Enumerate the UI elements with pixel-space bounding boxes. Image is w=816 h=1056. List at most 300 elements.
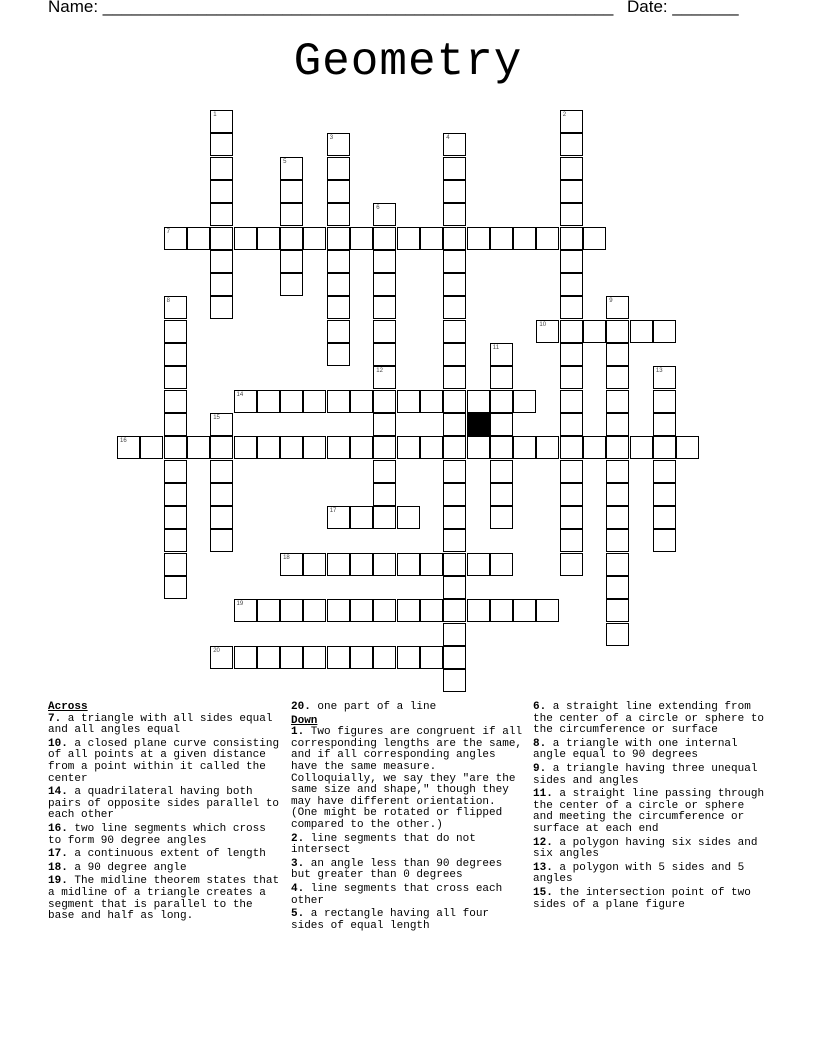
crossword-cell[interactable] — [373, 390, 396, 413]
crossword-cell[interactable] — [560, 296, 583, 319]
crossword-cell[interactable] — [560, 483, 583, 506]
crossword-cell[interactable] — [490, 343, 513, 366]
crossword-cell[interactable] — [560, 553, 583, 576]
clue-item-text: an angle less than 90 degrees but greater than 0 degrees — [291, 857, 503, 882]
crossword-cell[interactable] — [117, 436, 140, 459]
crossword-cell[interactable] — [234, 436, 257, 459]
crossword-cell[interactable] — [443, 413, 466, 436]
crossword-cell[interactable] — [560, 506, 583, 529]
crossword-cell[interactable] — [303, 390, 326, 413]
crossword-cell[interactable] — [280, 227, 303, 250]
crossword-cell[interactable] — [303, 436, 326, 459]
crossword-cell[interactable] — [560, 157, 583, 180]
crossword-cell[interactable] — [606, 506, 629, 529]
crossword-cell[interactable] — [397, 227, 420, 250]
clue-item-number: 16. — [48, 822, 68, 835]
clue-number: 16 — [120, 438, 127, 445]
clue-item-number: 6. — [533, 701, 547, 713]
crossword-cell[interactable] — [443, 227, 466, 250]
across-clue-list — [48, 714, 280, 923]
clue-number: 8 — [166, 298, 170, 305]
crossword-cell[interactable] — [653, 390, 676, 413]
crossword-cell[interactable] — [327, 646, 350, 669]
crossword-cell[interactable] — [210, 157, 233, 180]
crossword-cell[interactable] — [210, 483, 233, 506]
crossword-cell[interactable] — [420, 390, 443, 413]
crossword-cell[interactable] — [653, 506, 676, 529]
crossword-cell[interactable] — [164, 436, 187, 459]
clue-item-text: a polygon having six sides and six angles — [533, 836, 758, 861]
clue-item-number: 11. — [533, 788, 553, 801]
crossword-cell[interactable] — [560, 343, 583, 366]
crossword-cell[interactable] — [397, 390, 420, 413]
across-clue-list-continued — [291, 702, 523, 714]
clue-number: 1 — [213, 112, 217, 118]
black-square — [467, 413, 490, 436]
crossword-cell[interactable] — [303, 599, 326, 622]
clue-item-text: a straight line extending from the center of a circle or sphere to the circumference or surface — [533, 701, 765, 737]
crossword-cell[interactable] — [210, 180, 233, 203]
crossword-cell[interactable] — [373, 506, 396, 529]
crossword-cell[interactable] — [280, 599, 303, 622]
crossword-cell[interactable] — [653, 460, 676, 483]
crossword-cell[interactable] — [397, 599, 420, 622]
crossword-cell[interactable] — [560, 273, 583, 296]
clue-item — [48, 714, 280, 737]
crossword-cell[interactable] — [653, 529, 676, 552]
crossword-cell[interactable] — [350, 227, 373, 250]
crossword-cell[interactable] — [164, 553, 187, 576]
clues-column-2 — [291, 702, 523, 934]
down-clue-list — [291, 727, 523, 932]
crossword-cell[interactable] — [210, 506, 233, 529]
crossword-cell[interactable] — [653, 483, 676, 506]
crossword-cell[interactable] — [280, 203, 303, 226]
crossword-cell[interactable] — [373, 203, 396, 226]
clue-item-number: 8. — [533, 737, 547, 750]
crossword-cell[interactable] — [606, 413, 629, 436]
clue-number: 11 — [492, 345, 500, 351]
crossword-cell[interactable] — [164, 483, 187, 506]
crossword-cell[interactable] — [420, 646, 443, 669]
crossword-cell[interactable] — [140, 436, 163, 459]
crossword-cell[interactable] — [397, 436, 420, 459]
crossword-cell[interactable] — [327, 599, 350, 622]
clue-item-text: the intersection point of two sides of a plane figure — [533, 886, 751, 911]
crossword-cell[interactable] — [443, 623, 466, 646]
crossword-cell[interactable] — [164, 576, 187, 599]
crossword-cell[interactable] — [373, 366, 396, 389]
crossword-cell[interactable] — [490, 553, 513, 576]
crossword-cell[interactable] — [280, 180, 303, 203]
clue-item-text: a triangle with one internal angle equal to 90 degrees — [533, 737, 738, 762]
clue-item-text: line segments that do not intersect — [291, 832, 476, 857]
clues-column-1 — [48, 702, 280, 925]
crossword-cell[interactable] — [280, 553, 303, 576]
crossword-cell[interactable] — [606, 553, 629, 576]
crossword-cell[interactable] — [490, 436, 513, 459]
crossword-cell[interactable] — [513, 227, 536, 250]
crossword-cell[interactable] — [560, 110, 583, 133]
down-clue-list-continued — [533, 702, 765, 911]
crossword-cell[interactable] — [420, 227, 443, 250]
crossword-cell[interactable] — [327, 250, 350, 273]
clue-item-number: 5. — [291, 908, 305, 921]
clue-item — [291, 727, 523, 831]
crossword-cell[interactable] — [280, 390, 303, 413]
crossword-cell[interactable] — [560, 320, 583, 343]
crossword-cell[interactable] — [280, 273, 303, 296]
clue-item-text: a rectangle having all four sides of equal length — [291, 908, 490, 932]
crossword-cell[interactable] — [327, 553, 350, 576]
crossword-cell[interactable] — [373, 227, 396, 250]
clue-item-text: a straight line passing through the center of a circle or sphere and meeting the circumference or surface at each end — [533, 788, 765, 835]
clue-item-number: 14. — [48, 786, 68, 799]
crossword-cell[interactable] — [164, 227, 187, 250]
crossword-cell[interactable] — [210, 133, 233, 156]
crossword-cell[interactable] — [187, 227, 210, 250]
clue-number: 3 — [329, 135, 334, 142]
clues-column-3 — [533, 702, 765, 913]
crossword-cell[interactable] — [560, 529, 583, 552]
crossword-cell[interactable] — [443, 296, 466, 319]
clue-item — [291, 884, 523, 907]
crossword-cell[interactable] — [443, 180, 466, 203]
clue-item-text: one part of a line — [310, 701, 437, 713]
crossword-cell[interactable] — [467, 436, 490, 459]
crossword-cell[interactable] — [234, 646, 257, 669]
crossword-cell[interactable] — [373, 413, 396, 436]
crossword-cell[interactable] — [164, 296, 187, 319]
crossword-cell[interactable] — [210, 646, 233, 669]
clue-item — [533, 863, 765, 886]
crossword-cell[interactable] — [560, 203, 583, 226]
crossword-cell[interactable] — [303, 227, 326, 250]
crossword-cell[interactable] — [210, 227, 233, 250]
crossword-cell[interactable] — [606, 343, 629, 366]
crossword-cell[interactable] — [560, 413, 583, 436]
crossword-cell[interactable] — [327, 227, 350, 250]
clue-item — [48, 863, 280, 875]
clue-item — [48, 787, 280, 822]
clue-item — [533, 789, 765, 835]
crossword-cell[interactable] — [164, 413, 187, 436]
crossword-cell[interactable] — [210, 250, 233, 273]
crossword-cell[interactable] — [560, 460, 583, 483]
crossword-cell[interactable] — [513, 599, 536, 622]
crossword-cell[interactable] — [467, 227, 490, 250]
crossword-cell[interactable] — [327, 296, 350, 319]
crossword-cell[interactable] — [373, 436, 396, 459]
crossword-cell[interactable] — [210, 110, 233, 133]
crossword-cell[interactable] — [443, 460, 466, 483]
crossword-cell[interactable] — [350, 553, 373, 576]
clue-item — [291, 909, 523, 932]
clue-item-text: line segments that cross each other — [291, 882, 503, 907]
crossword-cell[interactable] — [443, 343, 466, 366]
crossword-cell[interactable] — [187, 436, 210, 459]
crossword-cell[interactable] — [443, 133, 466, 156]
crossword-cell[interactable] — [443, 390, 466, 413]
clue-number: 5 — [283, 158, 287, 165]
clue-item-number: 1. — [291, 726, 305, 739]
crossword-cell[interactable] — [606, 390, 629, 413]
crossword-cell[interactable] — [280, 436, 303, 459]
clue-item-text: a triangle having three unequal sides and angles — [533, 762, 758, 787]
clue-item-number: 2. — [291, 832, 305, 845]
crossword-cell[interactable] — [350, 646, 373, 669]
clue-item-text: a quadrilateral having both pairs of opposite sides parallel to each other — [48, 786, 280, 822]
crossword-cell[interactable] — [630, 320, 653, 343]
clue-item-text: a polygon with 5 sides and 5 angles — [533, 861, 745, 886]
crossword-cell[interactable] — [490, 599, 513, 622]
crossword-cell[interactable] — [164, 506, 187, 529]
clue-item-text: The midline theorem states that a midline of a triangle creates a segment that is parallel to the base and half as long. — [48, 875, 280, 923]
crossword-cell[interactable] — [257, 436, 280, 459]
crossword-cell[interactable] — [397, 646, 420, 669]
crossword-cell[interactable] — [467, 599, 490, 622]
crossword-cell[interactable] — [303, 553, 326, 576]
crossword-cell[interactable] — [210, 529, 233, 552]
crossword-cell[interactable] — [490, 506, 513, 529]
crossword-cell[interactable] — [560, 227, 583, 250]
crossword-cell[interactable] — [303, 646, 326, 669]
clue-number: 19 — [236, 601, 244, 608]
crossword-cell[interactable] — [327, 436, 350, 459]
clue-number: 9 — [609, 298, 613, 305]
crossword-cell[interactable] — [257, 599, 280, 622]
crossword-cell[interactable] — [443, 250, 466, 273]
crossword-cell[interactable] — [420, 599, 443, 622]
clue-number: 20 — [213, 647, 220, 654]
clue-item-text: a closed plane curve consisting of all points at a given distance from a point within it called the center — [48, 737, 280, 785]
crossword-cell[interactable] — [210, 273, 233, 296]
clue-item-number: 15. — [533, 886, 553, 899]
clue-item-number: 13. — [533, 861, 553, 874]
clue-item-number: 20. — [291, 701, 311, 713]
crossword-cell[interactable] — [373, 599, 396, 622]
crossword-cell[interactable] — [210, 413, 233, 436]
crossword-cell[interactable] — [443, 506, 466, 529]
crossword-cell[interactable] — [210, 460, 233, 483]
crossword-cell[interactable] — [630, 436, 653, 459]
crossword-cell[interactable] — [327, 320, 350, 343]
clue-number: 12 — [376, 368, 383, 375]
crossword-cell[interactable] — [420, 553, 443, 576]
crossword-cell[interactable] — [210, 436, 233, 459]
crossword-cell[interactable] — [210, 203, 233, 226]
crossword-cell[interactable] — [327, 180, 350, 203]
crossword-cell[interactable] — [583, 320, 606, 343]
crossword-cell[interactable] — [373, 250, 396, 273]
clue-number: 6 — [376, 205, 380, 212]
clue-item-text: a 90 degree angle — [67, 861, 187, 874]
clue-item-text: two line segments which cross to form 90 degree angles — [48, 822, 266, 847]
crossword-cell[interactable] — [583, 436, 606, 459]
crossword-cell[interactable] — [280, 646, 303, 669]
crossword-cell[interactable] — [397, 506, 420, 529]
crossword-cell[interactable] — [653, 320, 676, 343]
clue-item — [48, 739, 280, 785]
crossword-cell[interactable] — [560, 180, 583, 203]
crossword-cell[interactable] — [373, 273, 396, 296]
clue-item — [533, 888, 765, 911]
crossword-cell[interactable] — [443, 553, 466, 576]
crossword-cell[interactable] — [560, 390, 583, 413]
clue-item — [291, 859, 523, 882]
crossword-cell[interactable] — [373, 320, 396, 343]
crossword-cell[interactable] — [257, 227, 280, 250]
crossword-cell[interactable] — [257, 390, 280, 413]
crossword-cell[interactable] — [606, 320, 629, 343]
clue-item-number: 4. — [291, 882, 305, 895]
crossword-cell[interactable] — [536, 227, 559, 250]
crossword-cell[interactable] — [443, 646, 466, 669]
clue-item — [533, 702, 765, 737]
crossword-cell[interactable] — [327, 133, 350, 156]
crossword-cell[interactable] — [373, 296, 396, 319]
crossword-cell[interactable] — [443, 366, 466, 389]
clue-item-text: Two figures are congruent if all corresponding lengths are the same, and if all corresponding angles have the same measure. Colloquially, we say they "are the same size and shape," though they may have different orientation. (One might be rotated or flipped compared to the other.) — [291, 726, 523, 831]
crossword-cell[interactable] — [164, 460, 187, 483]
crossword-cell[interactable] — [373, 646, 396, 669]
crossword-cell[interactable] — [280, 250, 303, 273]
crossword-cell[interactable] — [490, 483, 513, 506]
crossword-cell[interactable] — [443, 529, 466, 552]
crossword-cell[interactable] — [327, 390, 350, 413]
crossword-cell[interactable] — [234, 390, 257, 413]
clue-number: 7 — [166, 228, 170, 235]
crossword-cell[interactable] — [443, 483, 466, 506]
clue-number: 18 — [283, 554, 290, 561]
crossword-cell[interactable] — [560, 436, 583, 459]
clue-number: 13 — [655, 368, 663, 375]
crossword-cell[interactable] — [606, 623, 629, 646]
crossword-cell[interactable] — [327, 343, 350, 366]
crossword-cell[interactable] — [164, 390, 187, 413]
crossword-cell[interactable] — [397, 553, 420, 576]
crossword-cell[interactable] — [164, 320, 187, 343]
crossword-cell[interactable] — [327, 273, 350, 296]
crossword-cell[interactable] — [560, 133, 583, 156]
clue-item — [48, 849, 280, 861]
crossword-cell[interactable] — [676, 436, 699, 459]
clue-number: 17 — [329, 508, 337, 515]
crossword-cell[interactable] — [606, 599, 629, 622]
crossword-cell[interactable] — [606, 436, 629, 459]
clue-number: 14 — [236, 391, 244, 398]
crossword-cell[interactable] — [490, 460, 513, 483]
crossword-cell[interactable] — [350, 390, 373, 413]
crossword-cell[interactable] — [443, 669, 466, 692]
crossword-cell[interactable] — [443, 203, 466, 226]
clue-number: 15 — [213, 414, 220, 421]
crossword-cell[interactable] — [373, 343, 396, 366]
clue-item — [533, 838, 765, 861]
clue-item-number: 19. — [48, 875, 68, 888]
crossword-cell[interactable] — [443, 157, 466, 180]
crossword-cell[interactable] — [350, 436, 373, 459]
crossword-cell[interactable] — [606, 460, 629, 483]
crossword-cell[interactable] — [257, 646, 280, 669]
crossword-cell[interactable] — [327, 157, 350, 180]
name-field-label: Name: ______________________________________________________ — [48, 0, 614, 16]
crossword-cell[interactable] — [467, 390, 490, 413]
crossword-cell[interactable] — [467, 553, 490, 576]
clue-item-text: a triangle with all sides equal and all angles equal — [48, 712, 273, 737]
crossword-cell[interactable] — [583, 227, 606, 250]
clue-item-number: 7. — [48, 712, 62, 725]
crossword-cell[interactable] — [420, 436, 443, 459]
crossword-cell[interactable] — [560, 366, 583, 389]
crossword-cell[interactable] — [606, 576, 629, 599]
crossword-cell[interactable] — [373, 553, 396, 576]
crossword-cell[interactable] — [443, 273, 466, 296]
crossword-cell[interactable] — [443, 599, 466, 622]
clue-number: 2 — [562, 112, 567, 118]
crossword-cell[interactable] — [164, 343, 187, 366]
crossword-cell[interactable] — [373, 460, 396, 483]
crossword-cell[interactable] — [350, 599, 373, 622]
crossword-cell[interactable] — [536, 599, 559, 622]
down-heading: Down — [291, 714, 318, 727]
crossword-cell[interactable] — [653, 366, 676, 389]
clue-item-number: 17. — [48, 848, 68, 861]
crossword-cell[interactable] — [234, 227, 257, 250]
crossword-cell[interactable] — [513, 436, 536, 459]
crossword-cell[interactable] — [513, 390, 536, 413]
crossword-cell[interactable] — [490, 227, 513, 250]
crossword-cell[interactable] — [653, 413, 676, 436]
crossword-cell[interactable] — [350, 506, 373, 529]
crossword-cell[interactable] — [536, 436, 559, 459]
crossword-cell[interactable] — [606, 366, 629, 389]
clue-number: 10 — [539, 321, 547, 328]
crossword-cell[interactable] — [327, 506, 350, 529]
crossword-cell[interactable] — [327, 203, 350, 226]
clue-item-number: 12. — [533, 836, 553, 849]
clue-item — [533, 764, 765, 787]
crossword-cell[interactable] — [606, 483, 629, 506]
clue-item — [291, 834, 523, 857]
crossword-cell[interactable] — [490, 390, 513, 413]
clue-item — [48, 824, 280, 847]
crossword-cell[interactable] — [490, 413, 513, 436]
across-heading: Across — [48, 701, 88, 713]
crossword-cell[interactable] — [234, 599, 257, 622]
crossword-cell[interactable] — [443, 576, 466, 599]
clue-item-number: 9. — [533, 762, 547, 775]
crossword-cell[interactable] — [560, 250, 583, 273]
crossword-cell[interactable] — [280, 157, 303, 180]
crossword-cell[interactable] — [653, 436, 676, 459]
clue-item-number: 3. — [291, 857, 305, 870]
crossword-cell[interactable] — [443, 436, 466, 459]
date-field-label: Date: _______ — [627, 0, 739, 16]
crossword-cell[interactable] — [606, 529, 629, 552]
clue-number: 4 — [446, 135, 450, 142]
crossword-cell[interactable] — [210, 296, 233, 319]
crossword-cell[interactable] — [373, 483, 396, 506]
crossword-cell[interactable] — [490, 366, 513, 389]
clue-item — [48, 876, 280, 922]
crossword-cell[interactable] — [164, 366, 187, 389]
clue-item-text: a continuous extent of length — [67, 848, 266, 861]
crossword-cell[interactable] — [443, 320, 466, 343]
crossword-cell[interactable] — [164, 529, 187, 552]
crossword-cell[interactable] — [536, 320, 559, 343]
crossword-cell[interactable] — [606, 296, 629, 319]
